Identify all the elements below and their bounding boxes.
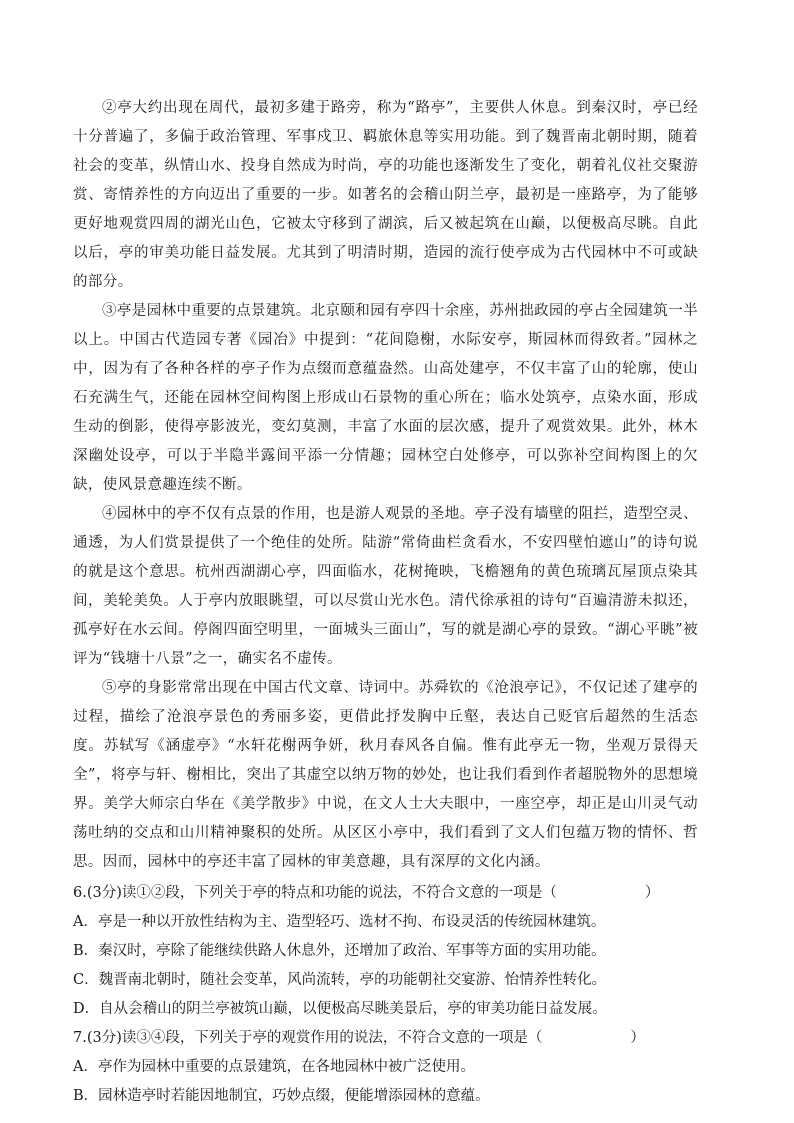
question-7-stem (73, 1024, 698, 1053)
question-7-stem-text: 7.(3分)读③④段，下列关于亭的观赏作用的说法，不符合文意的一项是（ (73, 1030, 543, 1046)
question-6-stem-text: 6.(3分)读①②段，下列关于亭的特点和功能的说法，不符合文意的一项是（ (73, 885, 557, 901)
question-6-option-b[interactable]: B．秦汉时，亭除了能继续供路人休息外，还增加了政治、军事等方面的实用功能。 (73, 943, 606, 959)
paragraph-2: ②亭大约出现在周代，最初多建于路旁，称为“路亭”，主要供人休息。到秦汉时，亭已经十分普遍了，多偏于政治管理、军事戍卫、羁旅休息等实用功能。到了魏晋南北朝时期，随着社会的变革，纵情山水、投身自然成为时尚，亭的功能也逐渐发生了变化，朝着礼仪社交聚游赏、寄情养性的方向迈出了重要的一步。如著名的会稽山阴兰亭，最初是一座路亭，为了能够更好地观赏四周的湖光山色，它被太守移到了湖滨，后又被起筑在山巅，以便极高尽眺。自此以后，亭的审美功能日益发展。尤其到了明清时期，造园的流行使亭成为古代园林中不可或缺的部分。 (73, 100, 698, 290)
question-7-stem-close: ） (630, 1030, 645, 1046)
paragraph-3: ③亭是园林中重要的点景建筑。北京颐和园有亭四十余座，苏州拙政园的亭占全园建筑一半以上。中国古代造园专著《园冶》中提到：“花间隐榭，水际安亭，斯园林而得致者。”园林之中，因为有了各种各样的亭子作为点缀而意蕴盎然。山高处建亭，不仅丰富了山的轮廓，使山石充满生气，还能在园林空间构图上形成山石景物的重心所在；临水处筑亭，点染水面，形成生动的倒影，使得亭影波光，变幻莫测，丰富了水面的层次感，提升了观赏效果。此外，林木深幽处设亭，可以于半隐半露间平添一分情趣；园林空白处修亭，可以弥补空间构图上的欠缺，使风景意趣连续不断。 (73, 303, 698, 493)
question-6-option-d[interactable]: D．自从会稽山的阴兰亭被筑山巅，以便极高尽眺美景后，亭的审美功能日益发展。 (73, 1001, 607, 1017)
question-7-option-a[interactable]: A．亭作为园林中重要的点景建筑，在各地园林中被广泛使用。 (73, 1059, 475, 1075)
question-7 (73, 1024, 698, 1111)
question-6-stem-close: ） (644, 885, 660, 901)
question-list (73, 879, 698, 1111)
question-6-option-a[interactable]: A．亭是一种以开放性结构为主、造型轻巧、选材不拘、布设灵活的传统园林建筑。 (73, 914, 606, 930)
question-6 (73, 879, 698, 1024)
reading-passage (73, 94, 698, 877)
question-7-option-b[interactable]: B．园林造亭时若能因地制宜，巧妙点缀，便能增添园林的意蕴。 (73, 1088, 490, 1104)
paragraph-4: ④园林中的亭不仅有点景的作用，也是游人观景的圣地。亭子没有墙壁的阻拦，造型空灵、通透，为人们赏景提供了一个绝佳的处所。陆游“常倚曲栏贪看水，不安四壁怕遮山”的诗句说的就是这个意思。杭州西湖湖心亭，四面临水，花树掩映，飞檐翘角的黄色琉璃瓦屋顶点染其间，美轮美奂。人于亭内放眼眺望，可以尽赏山光水色。清代徐承祖的诗句“百遍清游未拟还，孤亭好在水云间。停阁四面空明里，一面城头三面山”，写的就是湖心亭的景致。“湖心平眺”被评为“钱塘十八景”之一，确实名不虚传。 (73, 506, 698, 667)
question-6-stem (73, 879, 698, 908)
paragraph-5: ⑤亭的身影常常出现在中国古代文章、诗词中。苏舜钦的《沧浪亭记》，不仅记述了建亭的过程，描绘了沧浪亭景色的秀丽多姿，更借此抒发胸中丘壑，表达自己贬官后超然的生活态度。苏轼写《涵虚亭》“水轩花榭两争妍，秋月春风各自偏。惟有此亭无一物，坐观万景得天全”，将亭与轩、榭相比，突出了其虚空以纳万物的妙处，也让我们看到作者超脱物外的思想境界。美学大师宗白华在《美学散步》中说，在文人士大夫眼中，一座空亭，却正是山川灵气动荡吐纳的交点和山川精神聚积的处所。从区区小亭中，我们看到了文人们包蕴万物的情怀、哲思。因而，园林中的亭还丰富了园林的审美意趣，具有深厚的文化内涵。 (73, 680, 698, 870)
question-6-option-c[interactable]: C．魏晋南北朝时，随社会变革，风尚流转，亭的功能朝社交宴游、怡情养性转化。 (73, 972, 607, 988)
